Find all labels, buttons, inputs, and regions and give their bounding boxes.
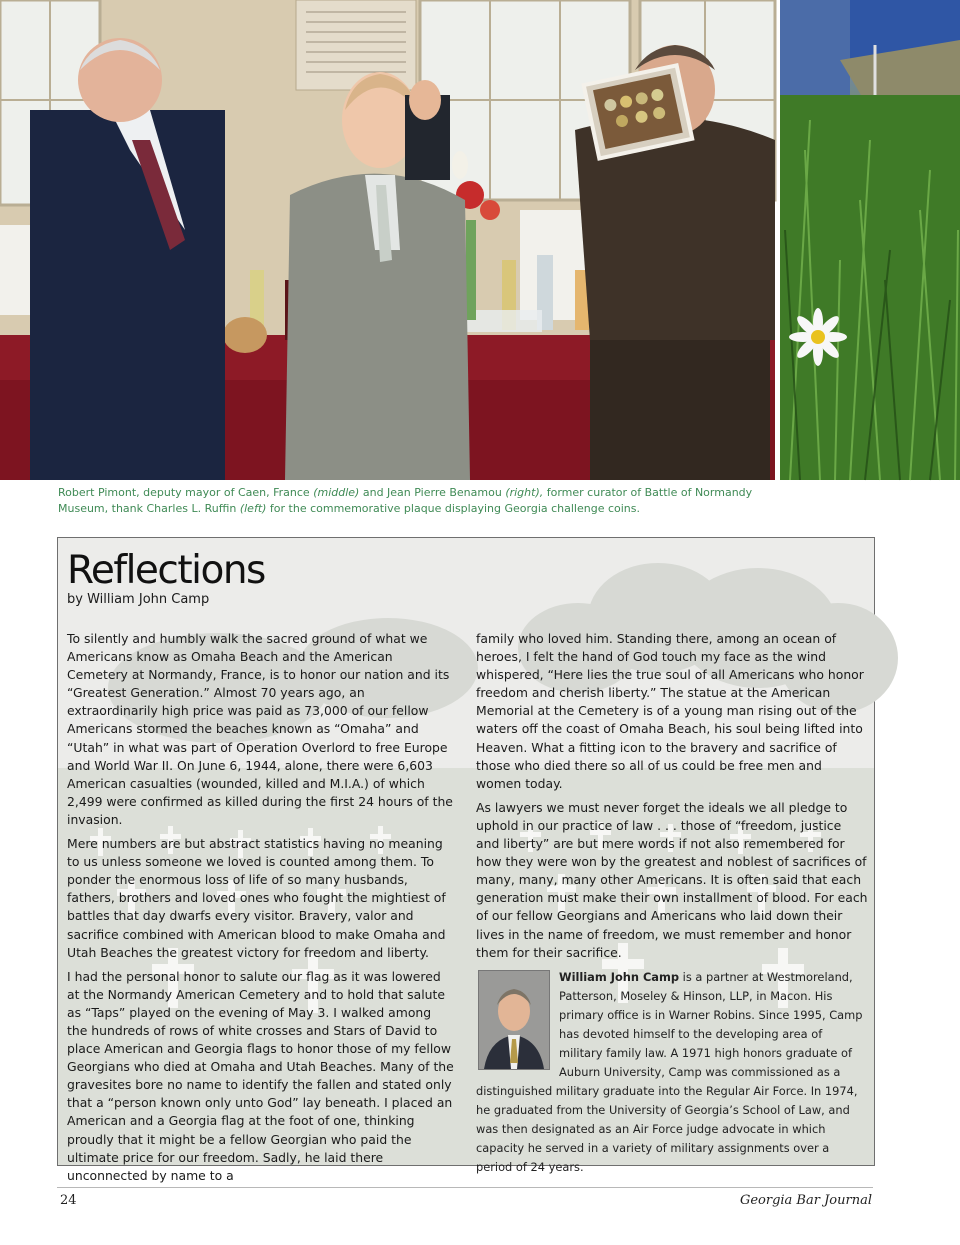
caption-text: Robert Pimont, deputy mayor of Caen, France <box>58 486 314 499</box>
reflections-article <box>57 537 875 1183</box>
journal-name: Georgia Bar Journal <box>739 1193 872 1208</box>
author-bio-text: is a partner at Westmoreland, Patterson, Moseley & Hinson, LLP, in Macon. His primary office is in Warner Robins. Since 1995, Camp has devoted himself to the developing area of military family law. A 1971 high honors graduate of Auburn University, Camp was commissioned as a distinguished military graduate into the Regular Air Force. In 1974, he graduated from the University of Georgia’s School of Law, and was then designated as an Air Force judge advocate in which capacity he served in a variety of military assignments over a period of 24 years. <box>476 969 863 1174</box>
caption-italic: (left) <box>239 501 267 515</box>
caption-italic: (middle) <box>313 486 360 499</box>
grass-photo <box>780 0 960 480</box>
article-paragraph: To silently and humbly walk the sacred ground of what we Americans know as Omaha Beach and the American Cemetery at Normandy, France, is to honor our nation and its “Greatest Generation.” Almost 70 years ago, an extraordinarily high price was paid as 73,000 of our fellow Americans stormed the beaches known as “Omaha” and “Utah” in what was part of Operation Overlord to free Europe and World War II. On June 6, 1944, alone, there were 6,603 American casualties (wounded, killed and M.I.A.) of which 2,499 were confirmed as killed during the first 24 hours of the invasion. <box>67 631 453 827</box>
event-photo-art <box>0 0 775 480</box>
article-paragraph: I had the personal honor to salute our flag as it was lowered at the Normandy American Cemetery and to hold that salute as “Taps” played on the evening of May 3. I walked among the hundreds of rows of white crosses and Stars of David to place American and Georgia flags to honor those of my fellow Georgians who died at Omaha and Utah Beaches. Many of the gravesites bore no name to identify the fallen and stated only that a “person known only unto God” lay beneath. I placed an American and a Georgia flag at the foot of one, thinking proudly that it might be a fellow Georgian who paid the ultimate price for our freedom. Sadly, he laid there unconnected by name to a <box>67 968 454 1183</box>
article-title: Reflections <box>67 548 265 593</box>
article-column-right <box>476 630 868 1177</box>
caption-text: for the commemorative plaque displaying Georgia challenge coins. <box>266 501 640 515</box>
author-headshot <box>478 970 550 1070</box>
author-name: William John Camp <box>559 969 680 984</box>
article-byline: by William John Camp <box>67 592 210 607</box>
author-headshot-art <box>479 971 549 1069</box>
author-bio <box>476 968 868 1177</box>
photo-caption <box>58 485 778 516</box>
event-photo <box>0 0 775 480</box>
article-paragraph: Mere numbers are but abstract statistics having no meaning to us unless someone we loved is counted among them. To ponder the enormous loss of life of so many husbands, fathers, brothers and loved ones who fought the mightiest of battles that day dwarfs every visitor. Bravery, valor and sacrifice combined with American blood to make Omaha and Utah Beaches the greatest victory for freedom and liberty. <box>67 836 446 960</box>
article-paragraph: As lawyers we must never forget the ideals we all pledge to uphold in our practice of law . . . those of “freedom, justice and liberty” are but mere words if not also remembered for how they were won by the greatest and noblest of sacrifices of many, many, many other Americans. It is often said that each generation must make their own installment of blood. For each of our fellow Georgians and Americans who laid down their lives in the name of freedom, we must remember and honor them for their sacrifice. <box>476 799 868 960</box>
caption-text: and Jean Pierre Benamou <box>359 486 506 499</box>
caption-text: former curator of Battle of Normandy Museum, thank Charles L. Ruffin <box>58 486 753 515</box>
page-number: 24 <box>60 1193 77 1208</box>
article-paragraph: family who loved him. Standing there, among an ocean of heroes, I felt the hand of God touch my face as the wind whispered, “Here lies the true soul of all Americans who honor freedom and cherish liberty.” The statue at the American Memorial at the Cemetery is of a young man rising out of the waters off the coast of Omaha Beach, his soul being lifted into Heaven. What a fitting icon to the bravery and sacrifice of those who died there so all of us could be free men and women today. <box>476 631 864 791</box>
grass-photo-art <box>780 0 960 480</box>
footer-divider <box>57 1187 873 1188</box>
caption-italic: (right), <box>505 486 544 499</box>
article-column-left <box>67 630 455 1191</box>
